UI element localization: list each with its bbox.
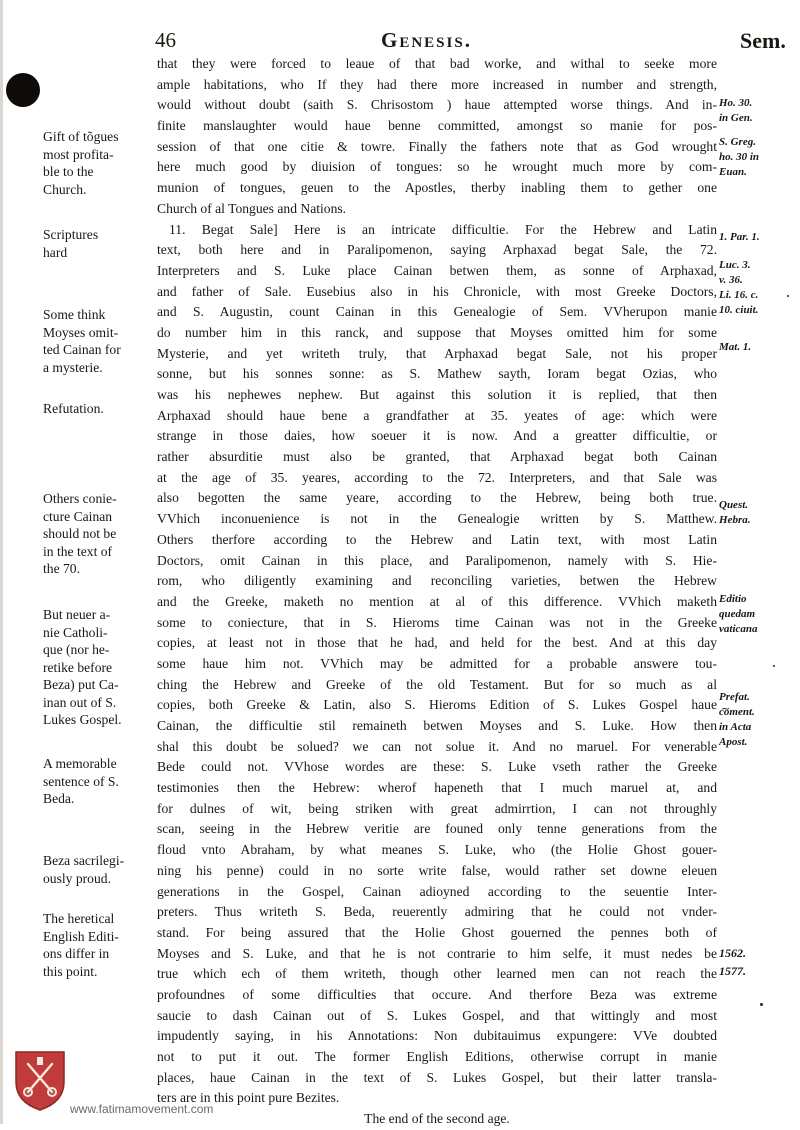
text-line: and father of Sale. Eusebius also in his Chronicle, with most Greeke Doctors, — [157, 283, 717, 299]
text-line: strange in those daies, how soeuer it is now. And a greatter difficultie, or — [157, 428, 717, 444]
text-line: scan, seeing in the Hebrew veritie are founed only tenne generations from the — [157, 821, 717, 837]
right-note-year-1562: 1562. — [719, 946, 746, 960]
scan-edge — [0, 0, 3, 1124]
text-line: do number him in this ranck, and suppose that Moyses omitted him for some — [157, 324, 717, 340]
text-line: true which ech of them writeth, though other learned men can not reach the — [157, 966, 717, 982]
text-line: that they were forced to leaue of that bad worke, and withal to seeke more — [157, 56, 717, 71]
text-line: also begotten the same yeare, according to the Hebrew, being both true. — [157, 490, 717, 506]
watermark-url[interactable]: www.fatimamovement.com — [70, 1102, 214, 1116]
right-note-quest-hebra: Quest. Hebra. — [719, 499, 751, 526]
text-line: and S. Augustin, count Cainan in this Genealogie of Sem. VVherupon manie — [157, 304, 717, 320]
text-line: generations in the Gospel, Cainan adioyned according to the seuentie Inter- — [157, 883, 717, 899]
text-line: Doctors, omit Cainan in this place, and Paralipomenon, namely with S. Hie- — [157, 552, 717, 568]
text-line: saucie to dash Cainan out of S. Lukes Gospel, and that wittingly and most — [157, 1007, 717, 1023]
text-line: Cainan, the difficultie stil remaineth betwen Moyses and S. Luke. How then — [157, 718, 717, 733]
text-line: rom, who diligently examining and reconciling varieties, betwen the Hebrew — [157, 573, 717, 589]
right-note-prefat: Prefat. c͠oment. in Acta Apost. — [719, 691, 755, 748]
left-note-beza: Beza sacrilegi- ously proud. — [43, 853, 125, 886]
text-line: ample habitations, who If they had there more increased in number and strength, — [157, 76, 717, 92]
right-note-s-greg: S. Greg. ho. 30 in Euan. — [719, 136, 760, 178]
text-line: Arphaxad should haue bene a grandfather at 35. yeates of age: which were — [157, 407, 717, 423]
left-note-refutation: Refutation. — [43, 401, 104, 416]
text-line: Mysterie, and yet writeth truly, that Arphaxad begat Sale, not his proper — [157, 345, 717, 361]
text-line: sonne, but his sonnes sonne: as S. Mathew sayth, Ioram begat Ozias, who — [157, 366, 717, 382]
text-line: some to coniecture, that in S. Hieroms time Cainan was not in the Greeke — [157, 614, 717, 630]
text-line: copies, both Greeke & Latin, also S. Hieroms Edition of S. Lukes Gospel haue — [157, 697, 717, 713]
main-text — [157, 54, 717, 1130]
text-line: at the age of 35. yeares, according to the 72. Interpreters, and that Sale was — [157, 469, 717, 485]
text-line: Others therfore according to the Hebrew and Latin text, with most Latin — [157, 531, 717, 547]
right-note-year-1577: 1577. — [719, 964, 746, 978]
text-line: some haue him not. VVhich may be admitted for a probable answere tou- — [157, 655, 717, 671]
text-line: ning his penne) could in no sorte write false, would rather set downe eleuen — [157, 862, 717, 878]
text-line: and the Greeke, maketh no mention at al of this difference. VVhich maketh — [157, 593, 717, 609]
left-note-scriptures-hard: Scriptures hard — [43, 227, 99, 260]
text-line: testimonies then the Hebrew: wherof hapeneth that I much maruel at, and — [157, 780, 717, 796]
right-note-editio-vaticana: Editio quedam vaticana — [719, 593, 758, 635]
right-note-1-par: 1. Par. 1. — [719, 231, 760, 243]
right-note-mat-1: Mat. 1. — [719, 341, 752, 353]
print-speck — [760, 1003, 763, 1006]
text-line: Moyses and S. Luke, and that he is not contrarie to him selfe, it must nedes be — [157, 945, 717, 961]
print-speck — [773, 665, 775, 667]
binding-hole — [6, 73, 40, 107]
text-line: shal this doubt be solued? we can not solue it. And no maruel. For venerable — [157, 738, 717, 754]
left-note-beda: A memorable sentence of S. Beda. — [43, 756, 119, 806]
text-line: copies, at least not in those that he had, and held for the best. And at this day — [157, 635, 717, 651]
text-line: VVhich inconuenience is not in the Genealogie written by S. Matthew. — [157, 511, 717, 527]
text-line: ching the Hebrew and Greeke of the old Testament. But for so much as al — [157, 676, 717, 692]
left-note-gift-of-tongues: Gift of tõgues most profita- ble to the Church. — [43, 129, 119, 197]
text-line: impudently saying, in his Annotations: Non dubitauimus expungere: VVe doubted — [157, 1028, 717, 1044]
text-line: 11. Begat Sale] Here is an intricate difficultie. For the Hebrew and Latin — [169, 221, 717, 237]
closing-line: The end of the second age. — [364, 1111, 510, 1127]
page-title: Genesis. — [381, 28, 472, 52]
right-note-ho-30: Ho. 30. in Gen. — [719, 97, 753, 124]
print-speck — [787, 295, 789, 297]
text-line: stand. For being assured that the Holie Ghost gouerned the pennes both of — [157, 924, 717, 940]
text-line: rather absurditie must also be granted, that Arphaxad begat both Cainan — [157, 449, 717, 465]
text-line: for dulnes of wit, being striken with great admirrtion, I can not throughly — [157, 800, 717, 816]
text-line: not to put it out. The former English Editions, otherwise corrupt in manie — [157, 1049, 717, 1064]
text-line: munion of tongues, geuen to the Apostles, therby inabling them to gether one — [157, 180, 717, 196]
text-line: Interpreters and S. Luke place Cainan betwen them, as sonne of Arphaxad, — [157, 262, 717, 278]
text-line: Bede could not. VVhose wordes are these: S. Luke vseth rather the Greeke — [157, 759, 717, 775]
text-line: session of that one citie & towre. Finally the fathers note that as God wrought — [157, 138, 717, 154]
running-head: Sem. — [740, 28, 786, 53]
text-line: preters. Thus writeth S. Beda, reuerently admiring that he could not vnder- — [157, 904, 717, 920]
text-line: would without doubt (saith S. Chrisostom ) haue attempted worse things. And in- — [157, 97, 717, 113]
text-line: floud vnto Abraham, by what meanes S. Luke, who (the Holie Ghost gouer- — [157, 842, 717, 858]
text-line: profoundnes of some difficulties that occure. And therfore Beza was extreme — [157, 986, 717, 1002]
fatima-movement-logo — [12, 1048, 68, 1112]
left-note-english-editions: The heretical English Editi- ons differ in this point. — [43, 911, 119, 979]
left-note-catholique: But neuer a- nie Catholi- que (nor he- retike before Beza) put Ca- inan out of S. Lukes Gospel. — [43, 607, 122, 727]
text-line: ters are in this point pure Bezites. — [157, 1090, 340, 1106]
text-line: finite manslaughter would haue benne committed, amongst so manie for pos- — [157, 118, 717, 134]
page-number: 46 — [155, 28, 176, 52]
text-line: text, both here and in Paralipomenon, saying Arphaxad begat Sale, the 72. — [157, 242, 717, 258]
right-note-luc-3: Luc. 3. v. 36. Li. 16. c. 10. ciuit. — [719, 259, 759, 316]
text-line: here much good by diuision of tongues: so he wrought much more by com- — [157, 159, 717, 175]
left-note-moyses-omitted: Some think Moyses omit- ted Cainan for a mysterie. — [43, 307, 121, 375]
text-line: Church of al Tongues and Nations. — [157, 200, 347, 216]
left-note-others-conjecture: Others conie- cture Cainan should not be in the text of the 70. — [43, 491, 117, 576]
text-line: places, haue Cainan in the text of S. Lukes Gospel, but their latter transla- — [157, 1069, 717, 1085]
text-line: was his nephewes nephew. But against this solution it is replied, that then — [157, 387, 717, 402]
